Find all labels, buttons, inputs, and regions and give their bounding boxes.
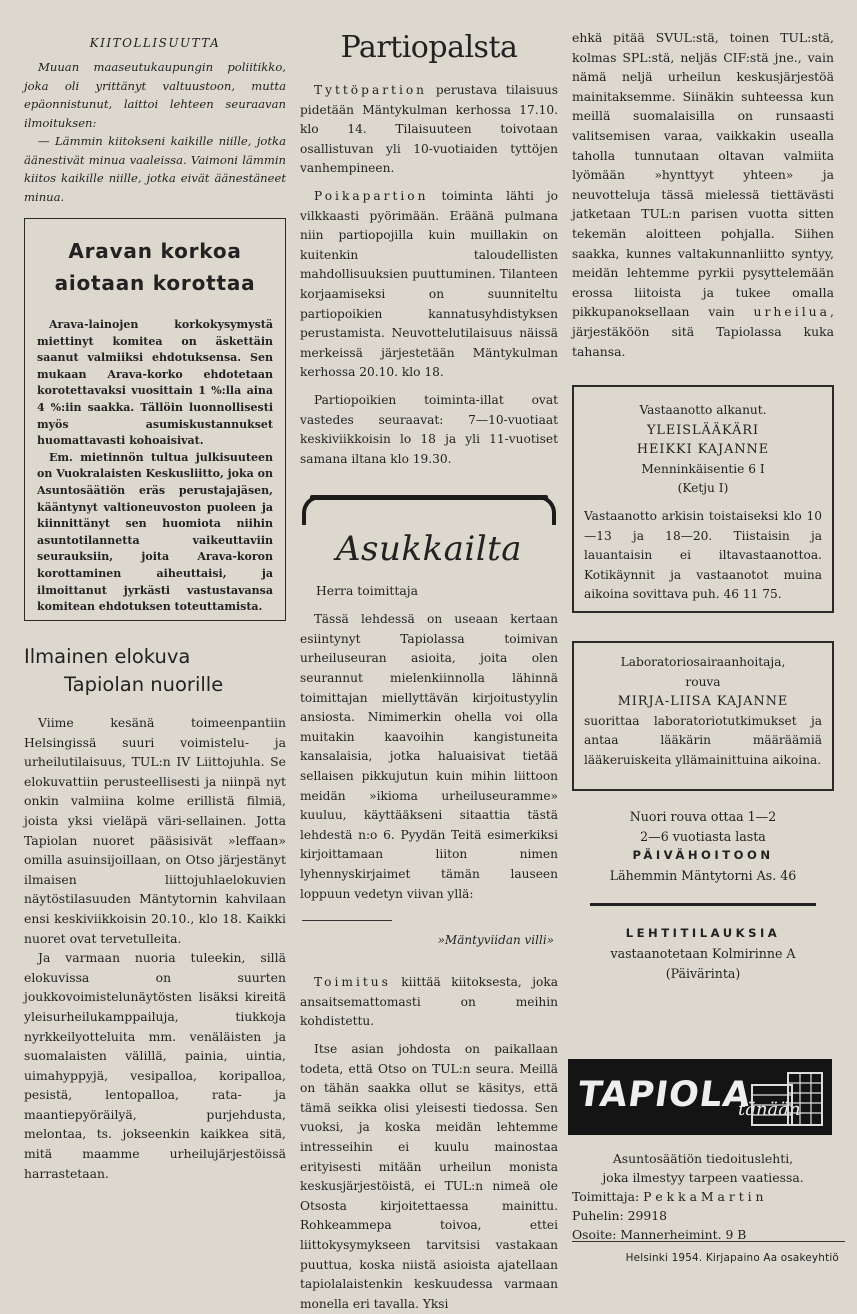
continued-paragraph (572, 28, 834, 361)
daycare-line-4: Lähemmin Mäntytorni As. 46 (609, 867, 797, 883)
subscription-line-2: vastaanotetaan Kolmirinne A (610, 946, 796, 962)
subscription-line-1: LEHTITILAUKSIA (625, 926, 781, 941)
ornamental-divider (302, 495, 556, 527)
arava-title-line1: Aravan korkoa (68, 239, 242, 263)
doc-line-5: (Ketju I) (677, 481, 729, 496)
partio-paragraph-1 (300, 81, 558, 179)
arava-title-line2: aiotaan korottaa (54, 271, 256, 295)
letter-paragraph: Tässä lehdessä on useaan kertaan esiintynyt Tapiolassa toimivan urheiluseuran asioita, joita olen seurannut mielenkiinnolla lähinnä toimittajan miellyttävän kirjoitustyylin ansiosta. Nimimerkin ohella voi olla muitakin kaavoihin kangistuneita kansalaisia, jotka haluaisivat tietää sellaisen pikkujutun kuin mihin liittoon meidän »ikioma urheiluseuramme» kuuluu, käyttääkseni sitaattia tästä lehdestä n:o 6. Pyydän Teitä esimerkiksi kirjoittamaan liiton nimen lyhennyskirjaimet tämän lauseen loppuun vedetyn viivan yllä: (300, 612, 558, 901)
publication-info (572, 1149, 834, 1244)
reply-p1-text: kiittää kiitoksesta, joka ansaitsemattomasti on meihin kohdistettu. (300, 975, 558, 1029)
elokuva-article (24, 643, 286, 1183)
column-left (24, 30, 286, 1183)
partio-p1-text: perustava tilaisuus pidetään Mäntykulman kerhossa 17.10. klo 14. Tilaisuuteen toivotaan osallistuvan yli 10-vuotiaiden tyttöjen vanhempineen. (300, 83, 558, 176)
doc-line-3: HEIKKI KAJANNE (636, 442, 770, 458)
subscription-line-3: (Päivärinta) (665, 965, 741, 981)
poikapartio-lead: Poikapartion (314, 188, 429, 203)
daycare-ad (572, 807, 834, 885)
doctor-ad-box (572, 385, 834, 613)
daycare-line-2: 2—6 vuotiasta lasta (640, 828, 766, 844)
pub-address: Osoite: Mannerheimint. 9 B (572, 1227, 747, 1243)
pub-editor: Toimittaja: P e k k a M a r t i n (572, 1189, 764, 1205)
ad-separator (590, 903, 816, 906)
daycare-line-3: PÄIVÄHOITOON (632, 848, 774, 863)
toimitus-lead: Toimitus (314, 975, 391, 990)
lab-nurse-ad-box (572, 641, 834, 791)
tapiola-tanaan-logo (568, 1059, 832, 1135)
continued-end: , järjestäköön sitä Tapiolassa kuka tahansa. (572, 304, 834, 359)
arava-paragraph-2: Em. mietinnön tultua julkisuuteen on Vuokralaisten Keskusliitto, joka on Asuntosäätiön eräs perustajajäsen, kääntynyt valtioneuvoston puoleen ja kiinnittänyt sen huomiota niihin asuntotilannetta vaikeuttaviin seurauksiin, joita Arava-koron korottaminen aiheuttaisi, ja ilmoittanut jyrkästi vastustavansa komitean ehdotuksen toteuttamista. (37, 450, 273, 614)
elokuva-paragraph-1: Viime kesänä toimeenpantiin Helsingissä suuri voimistelu- ja urheilutilaisuus, TUL:n IV Liittojuhla. Se elokuvattiin perusteellisesti ja niinpä nyt onkin valmiina kolme erillistä filmiä, joista yksi vieläpä väri-sellainen. Jotta Tapiolan nuoret pääsisivät »leffaan» omilla asuinsijoillaan, on Otso järjestänyt ilmaisen liittojuhlaelokuvien näytöstilasuuden Mäntytornin kahvilaan ensi keskiviikkoisin 20.10., klo 18. Kaikki nuoret ovat tervetulleita. (24, 715, 286, 946)
asukkailta-title: Asukkailta (335, 529, 523, 570)
arava-title (37, 235, 273, 299)
partio-paragraph-3: Partiopoikien toiminta-illat ovat vastedes seuraavat: 7—10-vuotiaat keskiviikkoisin lo 18 ja yli 11-vuotiset samana iltana klo 19.30. (300, 392, 558, 466)
arava-article-box (24, 218, 286, 621)
reply-paragraph-1 (300, 973, 558, 1032)
lab-line-1: Laboratoriosairaanhoitaja, (620, 655, 786, 670)
doc-body: Vastaanotto arkisin toistaiseksi klo 10—13 ja 18—20. Tiistaisin ja lauantaisin ei iltavastaanottoa. Kotikäynnit ja vastaanotot muina aikoina sovittava puh. 46 11 75. (584, 509, 822, 602)
printer-imprint: Helsinki 1954. Kirjapaino Aa osakeyhtiö (625, 1252, 839, 1264)
kiitos-paragraph-2: — Lämmin kiitokseni kaikille niille, jotka äänestivät minua vaaleissa. Vaimoni lämmin kiitos kaikille niille, jotka eivät äänestäneet minua. (24, 134, 286, 204)
partio-paragraph-2 (300, 187, 558, 383)
kiitos-heading: KIITOLLISUUTTA (89, 36, 221, 50)
lab-line-3: MIRJA-LIISA KAJANNE (617, 694, 789, 710)
buildings-icon (748, 1067, 826, 1129)
column-middle (300, 30, 558, 1314)
doc-line-1: Vastaanotto alkanut. (639, 403, 767, 418)
arava-paragraph-1: Arava-lainojen korkokysymystä miettinyt komitea on äskettäin saanut valmiiksi ehdotuksensa. Sen mukaan Arava-korko ehdotetaan korotettavaksi vuosittain 1 %:lla aina 4 %:iin saakka. Tällöin luonnollisesti myös asumiskustannukset huomattavasti kohoaisivat. (37, 318, 273, 448)
doc-line-4: Menninkäisentie 6 I (641, 461, 765, 476)
lab-line-2: rouva (685, 674, 721, 689)
partio-p2-text: toiminta lähti jo vilkkaasti pyörimään. Eräänä pulmana niin partiopojilla kuin muillakin on kuitenkin taloudellisten mahdollisuuksien puuttuminen. Tilanteen korjaamiseksi on suunniteltu partiopoikien kannatusyhdistyksen perustamista. Neuvottelutilaisuus näissä merkeissä järjestetään Mäntykulman kerhossa 20.10. klo 18. (300, 188, 558, 380)
logo-subtitle: tänään (738, 1099, 801, 1121)
partiopalsta-title: Partiopalsta (340, 30, 518, 65)
reply-paragraph-2: Itse asian johdosta on paikallaan todeta, että Otso on TUL:n seura. Meillä on tähän saakka ollut se käsitys, että tämä seikka olisi yleisesti tiedossa. Sen vuoksi, ja koska meidän lehtemme intresseihin ei kuulu mainostaa erityisesti mitään urheilun monista keskusjärjestöistä, ei TUL:n nimeä ole Otsosta kirjoitettaessa mainittu. Rohkeammepa toivoa, ettei liittokysymykseen tarvitsisi vastakaan puuttua, koska niistä asioista ajatellaan tapiolalaistenkin keskuudessa varmaan monella eri tavalla. Yksi (300, 1041, 558, 1311)
daycare-line-1: Nuori rouva ottaa 1—2 (629, 809, 777, 825)
elokuva-title-line1: Ilmainen elokuva (24, 645, 191, 668)
elokuva-title (24, 643, 286, 699)
logo-word: TAPIOLA (575, 1075, 754, 1116)
column-right (572, 28, 834, 1244)
urheilua-spaced: urheilua (753, 304, 831, 320)
lab-body: suorittaa laboratoriotutkimukset ja antaa lääkärin määräämiä lääkeruiskeita yllämainittuina aikoina. (584, 713, 822, 768)
doc-line-2: YLEISLÄÄKÄRI (646, 422, 760, 438)
letter-salutation: Herra toimittaja (316, 583, 418, 599)
tyttopartio-lead: Tyttöpartion (314, 83, 428, 97)
pub-line-1: Asuntosäätiön tiedoituslehti, (612, 1151, 794, 1167)
printer-rule (572, 1241, 845, 1242)
signature-blank-line (302, 920, 392, 921)
letter-signature: »Mäntyviidan villi» (437, 933, 554, 948)
continued-text: ehkä pitää SVUL:stä, toinen TUL:stä, kolmas SPL:stä, neljäs CIF:stä jne., vain nämä neljä urheilun keskusjärjestöä mainitaksemme. Siinäkin suhteessa kun meillä suomalaisilla on runsaasti valitsemisen varaa, vaikkakin usealla taholla tunnutaan oltavan valmiita lyömään »hynttyyt yhteen» ja neuvotteluja tässä mielessä tiettävästi jatketaan TUL:n parisen vuotta sitten tekemän aloitteen pohjalla. Siihen saakka, kunnes valtakunnanliitto syntyy, meidän lehtemme pyrkii pysyttelemään erossa liitoista ja tukee omalla pikkupanoksellaan vain (572, 30, 834, 320)
elokuva-paragraph-2: Ja varmaan nuoria tuleekin, sillä elokuvissa on suurten joukkovoimistelunäytösten lisäksi kireitä yleisurheilukamppailuja, tiukkoja nyrkkeilyotteluita mm. venäläisten ja suomalaisten välillä, painia, uintia, uimahyppyjä, vesipalloa, koripalloa, pesistä, lentopalloa, rata- ja maantiepyöräilyä, purjehdusta, melontaa, ts. jokseenkin kaikkea sitä, mitä maamme urheilujärjestöissä harrastetaan. (24, 950, 286, 1181)
elokuva-title-line2: Tapiolan nuorille (64, 673, 224, 696)
pub-line-2: joka ilmestyy tarpeen vaatiessa. (602, 1170, 804, 1186)
pub-phone: Puhelin: 29918 (572, 1208, 668, 1224)
kiitos-paragraph-1: Muuan maaseutukaupungin poliitikko, joka oli yrittänyt valtuustoon, mutta epäonnistunut, laittoi lehteen seuraavan ilmoituksen: (24, 60, 286, 130)
subscription-ad (572, 924, 834, 983)
